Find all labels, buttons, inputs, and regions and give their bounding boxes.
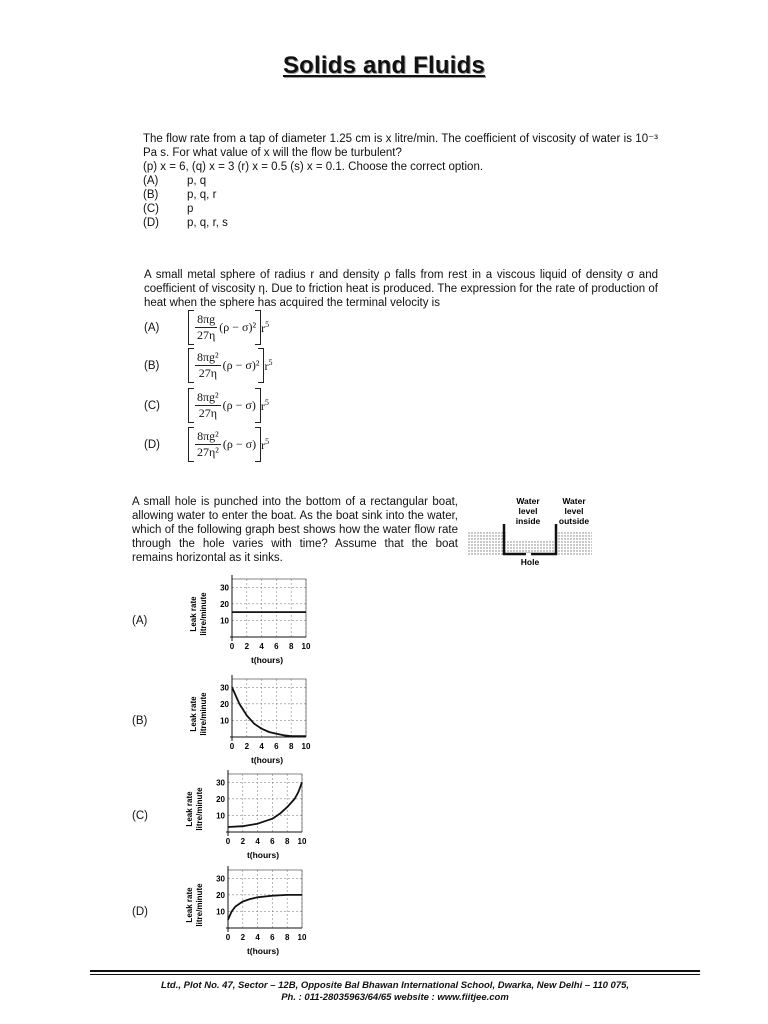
y-tick-label: 30 [220, 583, 229, 593]
x-tick-label: 0 [225, 933, 231, 942]
x-tick-label: 4 [255, 837, 260, 846]
question-1-text: The flow rate from a tap of diameter 1.25 cm is x litre/min. The coefficient of viscosity of water is 10⁻³ Pa s. For what value of x will the flow be turbulent? [143, 133, 658, 159]
x-tick-label: 4 [259, 642, 264, 651]
equation-option-b: (B) $\frac{\text{8πg²}}{27\eta}$ (ρ − σ)² $r^5$ [144, 348, 272, 383]
y-tick-label: 30 [216, 778, 225, 788]
y-axis-unit: litre/minute [195, 883, 204, 927]
y-tick-label: 30 [216, 874, 225, 884]
svg-text:Water: Water [516, 496, 540, 506]
x-tick-label: 2 [240, 837, 246, 846]
footer-contact: Ph. : 011-28035963/64/65 website : www.fiitjee.com [281, 992, 509, 1003]
y-tick-label: 20 [220, 699, 229, 709]
y-axis-label: Leak rate [189, 596, 198, 632]
svg-text:level: level [564, 506, 584, 516]
graph-a [182, 575, 312, 671]
y-tick-label: 10 [216, 907, 225, 917]
footer-rule-thin [90, 974, 700, 975]
x-tick-label: 2 [240, 933, 246, 942]
x-tick-label: 8 [284, 933, 290, 942]
hole-marker [526, 553, 531, 556]
option-d: (D) p, q, r, s [143, 217, 228, 229]
question-2 [144, 268, 658, 310]
svg-text:Hole: Hole [520, 557, 540, 567]
y-axis-unit: litre/minute [199, 592, 208, 636]
plot-frame [232, 679, 306, 737]
y-axis-label: Leak rate [185, 887, 194, 923]
y-axis-label: Leak rate [189, 696, 198, 732]
x-tick-label: 2 [244, 742, 250, 751]
x-tick-label: 2 [244, 642, 250, 651]
x-tick-label: 4 [255, 933, 260, 942]
water-inside [506, 540, 554, 553]
y-tick-label: 10 [216, 811, 225, 821]
y-tick-label: 10 [220, 616, 229, 626]
x-tick-label: 4 [259, 742, 264, 751]
footer-rule [90, 970, 700, 972]
graph-d [178, 866, 308, 962]
question-1-choices: (p) x = 6, (q) x = 3 (r) x = 0.5 (s) x = 0.1. Choose the correct option. [143, 161, 484, 173]
y-tick-label: 20 [216, 794, 225, 804]
option-c: (C) p [143, 203, 194, 215]
option-b: (B) p, q, r [143, 189, 217, 201]
x-tick-label: 10 [297, 933, 307, 942]
x-tick-label: 10 [297, 837, 307, 846]
x-tick-label: 0 [225, 837, 231, 846]
x-tick-label: 10 [301, 742, 311, 751]
y-axis-unit: litre/minute [199, 692, 208, 736]
series-line [228, 895, 302, 920]
plot-frame [228, 870, 302, 928]
svg-text:level: level [518, 506, 538, 516]
x-tick-label: 0 [229, 642, 235, 651]
x-tick-label: 0 [229, 742, 235, 751]
x-tick-label: 8 [284, 837, 290, 846]
series-line [228, 782, 302, 827]
x-tick-label: 10 [301, 642, 311, 651]
y-tick-label: 20 [220, 599, 229, 609]
y-tick-label: 20 [216, 890, 225, 900]
page-title: Solids and Fluids [282, 52, 486, 79]
footer-address: Ltd., Plot No. 47, Sector – 12B, Opposite Bal Bhawan International School, Dwarka, New Delhi – 110 075, [160, 980, 630, 991]
question-1-options [143, 174, 658, 230]
question-3-text: A small hole is punched into the bottom of a rectangular boat, allowing water to enter the boat. As the boat sink into the water, which of the following graph best shows how the water flow rate through the hole varies with time? Assume that the boat remains horizontal as it sinks. [132, 496, 458, 564]
plot-frame [232, 579, 306, 637]
option-a: (A) p, q [143, 175, 207, 187]
x-axis-label: t(hours) [250, 755, 284, 765]
x-tick-label: 6 [270, 933, 275, 942]
x-axis-label: t(hours) [246, 850, 280, 860]
equation-option-d: (D) $\frac{\text{8πg²}}{\text{27η²}}$ (ρ − σ) $r^5$ [144, 427, 269, 462]
equation-option-c: (C) $\frac{\text{8πg²}}{27\eta}$ (ρ − σ) $r^5$ [144, 388, 269, 423]
y-tick-label: 30 [220, 683, 229, 693]
x-axis-label: t(hours) [246, 946, 280, 956]
y-axis-label: Leak rate [185, 791, 194, 827]
equation-option-a: (A) $\frac{8\pi g}{27\eta}$ (ρ − σ)² $r^5$ [144, 310, 269, 345]
y-tick-label: 10 [220, 716, 229, 726]
svg-text:inside: inside [515, 516, 541, 526]
boat-diagram [468, 496, 592, 568]
series-line [232, 687, 306, 736]
svg-text:outside: outside [558, 516, 590, 526]
x-tick-label: 8 [288, 742, 294, 751]
x-tick-label: 6 [274, 742, 279, 751]
x-axis-label: t(hours) [250, 655, 284, 665]
question-2-text: A small metal sphere of radius r and density ρ falls from rest in a viscous liquid of density σ and coefficient of viscosity η. Due to friction heat is produced. The expression for the rate of production of heat when the sphere has acquired the terminal velocity is [144, 269, 658, 309]
svg-text:Water: Water [562, 496, 586, 506]
x-tick-label: 8 [288, 642, 294, 651]
x-tick-label: 6 [274, 642, 279, 651]
x-tick-label: 6 [270, 837, 275, 846]
footer [90, 980, 700, 1004]
question-1 [143, 132, 658, 230]
y-axis-unit: litre/minute [195, 787, 204, 831]
graph-b [182, 675, 312, 771]
graph-c [178, 770, 308, 866]
question-3 [132, 495, 458, 565]
